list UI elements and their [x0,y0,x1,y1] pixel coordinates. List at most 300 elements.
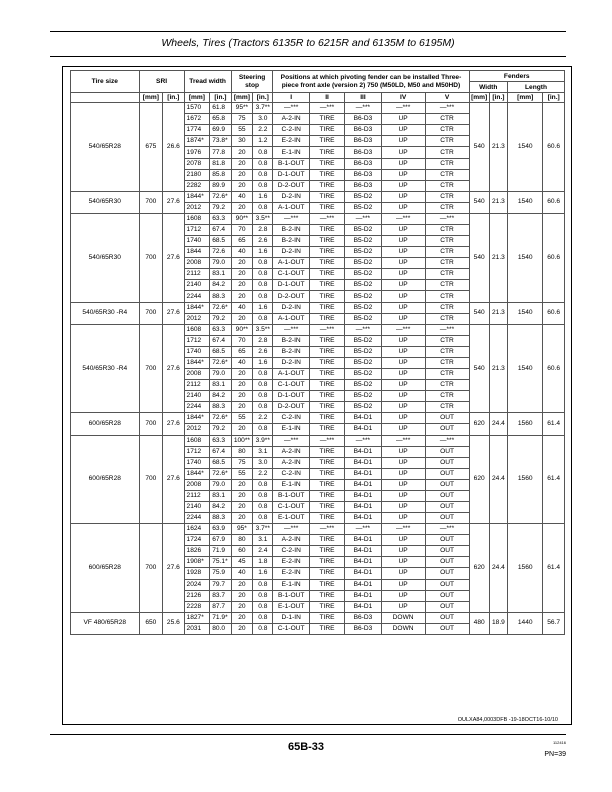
tire-size-cell: 540/65R30 [71,213,140,302]
position-i-cell: D-2-OUT [273,291,309,302]
fender-width-mm-cell: 540 [469,302,489,324]
position-ii-cell: TIRE [309,136,344,147]
tread-in-cell: 85.8 [210,169,231,180]
steering-mm-cell: 40 [231,191,252,202]
position-iii-cell: B5-D2 [345,313,381,324]
steering-in-cell: 2.4 [253,546,273,557]
steering-mm-cell: 40 [231,302,252,313]
position-iv-cell: UP [381,601,425,612]
position-iv-cell: UP [381,158,425,169]
tread-mm-cell: 1844* [184,302,210,313]
position-iii-cell: B5-D2 [345,357,381,368]
steering-mm-cell: 80 [231,446,252,457]
fender-width-in-cell: 18.9 [489,612,507,634]
fender-width-in-cell: 21.3 [489,302,507,324]
tread-mm-cell: 1844 [184,247,210,258]
header-top-rule [50,31,566,32]
position-iii-cell: —*** [345,524,381,535]
steering-mm-cell: 20 [231,402,252,413]
position-iii-cell: B4-D1 [345,557,381,568]
position-i-cell: D-1-IN [273,612,309,623]
unit-cell: [in.] [163,93,184,103]
fender-width-in-cell: 21.3 [489,191,507,213]
tread-in-cell: 72.6* [210,413,231,424]
tread-mm-cell: 2112 [184,380,210,391]
position-iii-cell: B6-D3 [345,623,381,634]
sri-mm-cell: 700 [139,302,163,324]
position-ii-cell: TIRE [309,546,344,557]
steering-mm-cell: 70 [231,225,252,236]
position-i-cell: C-1-OUT [273,501,309,512]
position-v-cell: CTR [425,247,469,258]
tread-in-cell: 81.8 [210,158,231,169]
position-v-cell: CTR [425,225,469,236]
position-v-cell: CTR [425,380,469,391]
position-i-cell: B-1-OUT [273,490,309,501]
unit-cell: [in.] [253,93,273,103]
steering-mm-cell: 75 [231,457,252,468]
position-i-cell: C-2-IN [273,125,309,136]
steering-in-cell: 0.8 [253,180,273,191]
steering-in-cell: 1.6 [253,247,273,258]
tread-mm-cell: 2024 [184,579,210,590]
position-i-cell: —*** [273,524,309,535]
tread-in-cell: 69.9 [210,125,231,136]
sri-in-cell: 27.6 [163,191,184,213]
tread-in-cell: 77.8 [210,147,231,158]
position-iv-cell: UP [381,291,425,302]
position-iii-cell: B4-D1 [345,468,381,479]
sri-in-cell: 27.6 [163,324,184,413]
position-iii-cell: B4-D1 [345,413,381,424]
steering-in-cell: 0.8 [253,169,273,180]
col-header-sri: SRI [139,71,184,93]
steering-mm-cell: 45 [231,557,252,568]
steering-in-cell: 0.8 [253,579,273,590]
position-iv-cell: DOWN [381,612,425,623]
position-iii-cell: B5-D2 [345,247,381,258]
position-iii-cell: B5-D2 [345,346,381,357]
position-v-cell: CTR [425,147,469,158]
tread-in-cell: 89.9 [210,180,231,191]
tread-mm-cell: 1774 [184,125,210,136]
steering-mm-cell: 20 [231,180,252,191]
tread-in-cell: 79.2 [210,313,231,324]
position-i-cell: B-2-IN [273,335,309,346]
tread-in-cell: 72.6* [210,302,231,313]
tread-mm-cell: 2112 [184,269,210,280]
position-i-cell: B-2-IN [273,225,309,236]
position-i-cell: A-2-IN [273,457,309,468]
table-row [71,324,565,335]
tread-in-cell: 67.9 [210,535,231,546]
table-row [71,191,565,202]
position-iii-cell: —*** [345,324,381,335]
position-ii-cell: TIRE [309,180,344,191]
tread-in-cell: 71.9* [210,612,231,623]
col-header-width: Width [469,82,508,93]
tread-mm-cell: 1826 [184,546,210,557]
tread-mm-cell: 2012 [184,424,210,435]
steering-mm-cell: 20 [231,513,252,524]
position-v-cell: CTR [425,291,469,302]
steering-mm-cell: 95** [231,103,252,114]
tread-in-cell: 83.1 [210,490,231,501]
position-v-cell: OUT [425,623,469,634]
tread-in-cell: 63.3 [210,324,231,335]
steering-mm-cell: 20 [231,479,252,490]
page-header-title: Wheels, Tires (Tractors 6135R to 6215R and 6135M to 6195M) [161,37,455,49]
position-v-cell: —*** [425,213,469,224]
steering-in-cell: 0.8 [253,590,273,601]
position-iv-cell: UP [381,590,425,601]
tread-mm-cell: 2140 [184,280,210,291]
position-iv-cell: UP [381,446,425,457]
position-iii-cell: B4-D1 [345,490,381,501]
position-iv-cell: UP [381,313,425,324]
position-iii-cell: —*** [345,103,381,114]
tire-size-cell: 600/65R28 [71,413,140,435]
position-iv-cell: UP [381,180,425,191]
steering-in-cell: 1.6 [253,191,273,202]
position-v-cell: CTR [425,191,469,202]
position-v-cell: CTR [425,335,469,346]
steering-in-cell: 0.8 [253,369,273,380]
sri-in-cell: 26.6 [163,103,184,192]
position-ii-cell: TIRE [309,269,344,280]
position-v-cell: —*** [425,324,469,335]
steering-in-cell: 2.8 [253,225,273,236]
tread-mm-cell: 2012 [184,202,210,213]
tread-in-cell: 65.8 [210,114,231,125]
tread-in-cell: 84.2 [210,391,231,402]
position-i-cell: B-2-IN [273,346,309,357]
steering-in-cell: 3.9** [253,435,273,446]
tread-mm-cell: 1928 [184,568,210,579]
tire-size-cell: 540/65R28 [71,103,140,192]
tread-in-cell: 63.3 [210,435,231,446]
fender-length-in-cell: 60.6 [543,191,565,213]
position-i-cell: —*** [273,103,309,114]
position-v-cell: CTR [425,313,469,324]
steering-in-cell: 0.8 [253,513,273,524]
tread-in-cell: 72.6* [210,191,231,202]
position-iv-cell: UP [381,280,425,291]
position-v-cell: CTR [425,202,469,213]
unit-cell: V [425,93,469,103]
tread-in-cell: 79.0 [210,258,231,269]
position-v-cell: CTR [425,369,469,380]
steering-mm-cell: 20 [231,269,252,280]
position-i-cell: D-2-IN [273,302,309,313]
position-ii-cell: —*** [309,324,344,335]
position-i-cell: A-2-IN [273,535,309,546]
position-i-cell: E-2-IN [273,557,309,568]
fender-length-mm-cell: 1440 [508,612,543,634]
fender-length-in-cell: 61.4 [543,524,565,613]
position-i-cell: —*** [273,213,309,224]
tread-in-cell: 63.9 [210,524,231,535]
tread-mm-cell: 1827* [184,612,210,623]
position-iv-cell: UP [381,202,425,213]
position-iii-cell: B4-D1 [345,579,381,590]
position-v-cell: OUT [425,424,469,435]
tread-mm-cell: 1740 [184,236,210,247]
sri-mm-cell: 650 [139,612,163,634]
position-ii-cell: TIRE [309,225,344,236]
tire-size-cell: 600/65R28 [71,435,140,524]
steering-mm-cell: 90** [231,213,252,224]
position-i-cell: C-2-IN [273,413,309,424]
position-i-cell: E-2-IN [273,568,309,579]
tread-mm-cell: 1608 [184,324,210,335]
pn-number: PN=39 [544,751,566,758]
fender-length-mm-cell: 1540 [508,213,543,302]
steering-mm-cell: 20 [231,291,252,302]
position-v-cell: CTR [425,402,469,413]
position-v-cell: —*** [425,103,469,114]
position-iii-cell: B5-D2 [345,191,381,202]
tread-mm-cell: 2244 [184,513,210,524]
fender-length-mm-cell: 1560 [508,435,543,524]
sri-mm-cell: 700 [139,213,163,302]
tire-size-cell: 540/65R30 -R4 [71,302,140,324]
steering-mm-cell: 20 [231,202,252,213]
steering-in-cell: 3.7** [253,103,273,114]
position-v-cell: OUT [425,413,469,424]
position-iv-cell: UP [381,125,425,136]
position-ii-cell: TIRE [309,612,344,623]
tread-in-cell: 84.2 [210,280,231,291]
tread-in-cell: 88.3 [210,513,231,524]
fender-width-mm-cell: 620 [469,435,489,524]
position-ii-cell: TIRE [309,236,344,247]
position-ii-cell: TIRE [309,402,344,413]
unit-cell: III [345,93,381,103]
position-iv-cell: UP [381,391,425,402]
position-iv-cell: UP [381,479,425,490]
position-iii-cell: B6-D3 [345,114,381,125]
page-number: 65B-33 [287,741,325,753]
tread-mm-cell: 2031 [184,623,210,634]
position-iii-cell: B4-D1 [345,513,381,524]
col-header-tire-size: Tire size [71,71,140,93]
tread-in-cell: 83.7 [210,590,231,601]
fender-length-mm-cell: 1540 [508,302,543,324]
sri-in-cell: 27.6 [163,524,184,613]
fender-length-in-cell: 60.6 [543,213,565,302]
position-i-cell: B-2-IN [273,236,309,247]
steering-mm-cell: 20 [231,501,252,512]
position-v-cell: CTR [425,269,469,280]
position-iv-cell: UP [381,535,425,546]
unit-cell: [mm] [231,93,252,103]
position-i-cell: E-1-OUT [273,513,309,524]
position-ii-cell: TIRE [309,369,344,380]
position-iv-cell: —*** [381,524,425,535]
position-iv-cell: —*** [381,103,425,114]
position-iv-cell: UP [381,501,425,512]
position-ii-cell: TIRE [309,291,344,302]
position-iii-cell: B5-D2 [345,402,381,413]
fender-length-in-cell: 56.7 [543,612,565,634]
position-v-cell: OUT [425,535,469,546]
steering-mm-cell: 90** [231,324,252,335]
position-iii-cell: B6-D3 [345,180,381,191]
table-body [71,103,565,635]
tread-in-cell: 79.2 [210,202,231,213]
steering-in-cell: 0.8 [253,291,273,302]
position-i-cell: D-2-OUT [273,180,309,191]
position-iv-cell: UP [381,335,425,346]
tread-mm-cell: 1570 [184,103,210,114]
unit-cell: [mm] [184,93,210,103]
position-ii-cell: —*** [309,213,344,224]
tread-mm-cell: 2140 [184,391,210,402]
position-iv-cell: UP [381,236,425,247]
tread-in-cell: 79.2 [210,424,231,435]
table-row [71,213,565,224]
position-ii-cell: —*** [309,435,344,446]
steering-in-cell: 3.1 [253,446,273,457]
position-i-cell: A-1-OUT [273,369,309,380]
tread-mm-cell: 2078 [184,158,210,169]
steering-mm-cell: 20 [231,380,252,391]
steering-mm-cell: 20 [231,258,252,269]
tread-in-cell: 83.1 [210,380,231,391]
position-v-cell: CTR [425,258,469,269]
position-v-cell: OUT [425,590,469,601]
position-iii-cell: B5-D2 [345,369,381,380]
steering-in-cell: 0.8 [253,612,273,623]
position-ii-cell: TIRE [309,357,344,368]
fender-width-mm-cell: 620 [469,413,489,435]
position-i-cell: D-1-OUT [273,391,309,402]
position-v-cell: OUT [425,501,469,512]
position-iii-cell: B4-D1 [345,568,381,579]
position-iii-cell: —*** [345,435,381,446]
position-i-cell: A-2-IN [273,114,309,125]
steering-in-cell: 2.6 [253,346,273,357]
unit-cell: [mm] [508,93,543,103]
position-iv-cell: UP [381,424,425,435]
unit-cell: [mm] [139,93,163,103]
units-row [71,93,565,103]
position-ii-cell: TIRE [309,557,344,568]
position-ii-cell: TIRE [309,313,344,324]
footer-small-code: 112416 [552,740,566,745]
tread-mm-cell: 2008 [184,479,210,490]
units-blank [71,93,140,103]
tread-mm-cell: 2008 [184,258,210,269]
position-iv-cell: UP [381,546,425,557]
fender-length-in-cell: 61.4 [543,435,565,524]
fender-width-mm-cell: 480 [469,612,489,634]
steering-in-cell: 0.8 [253,402,273,413]
tire-size-cell: 600/65R28 [71,524,140,613]
steering-in-cell: 0.8 [253,280,273,291]
tread-in-cell: 73.8* [210,136,231,147]
position-ii-cell: TIRE [309,147,344,158]
tread-in-cell: 68.5 [210,457,231,468]
tread-in-cell: 72.6 [210,247,231,258]
fender-width-in-cell: 21.3 [489,213,507,302]
steering-mm-cell: 75 [231,114,252,125]
position-i-cell: C-1-OUT [273,623,309,634]
tread-mm-cell: 1844* [184,468,210,479]
position-iii-cell: B4-D1 [345,501,381,512]
position-iii-cell: B5-D2 [345,391,381,402]
position-iv-cell: UP [381,402,425,413]
position-v-cell: OUT [425,446,469,457]
tread-mm-cell: 1874* [184,136,210,147]
position-iv-cell: UP [381,225,425,236]
position-iii-cell: B4-D1 [345,424,381,435]
tread-in-cell: 67.4 [210,335,231,346]
position-i-cell: E-1-IN [273,147,309,158]
col-header-positions: Positions at which pivoting fender can be installed Three-piece front axle (version 2) 750 (M50LD, M50 and M50HD) [273,71,469,93]
position-v-cell: CTR [425,136,469,147]
table-row [71,413,565,424]
position-v-cell: CTR [425,280,469,291]
position-iv-cell: UP [381,568,425,579]
steering-mm-cell: 55 [231,468,252,479]
position-ii-cell: TIRE [309,413,344,424]
tread-mm-cell: 2140 [184,501,210,512]
tread-mm-cell: 1740 [184,346,210,357]
tread-mm-cell: 1712 [184,335,210,346]
position-iii-cell: B6-D3 [345,136,381,147]
steering-mm-cell: 20 [231,280,252,291]
steering-in-cell: 1.6 [253,357,273,368]
position-v-cell: —*** [425,524,469,535]
steering-mm-cell: 20 [231,424,252,435]
col-header-tread-width: Tread width [184,71,231,93]
position-v-cell: CTR [425,391,469,402]
position-i-cell: E-1-OUT [273,601,309,612]
position-iii-cell: B5-D2 [345,269,381,280]
position-iii-cell: B4-D1 [345,535,381,546]
position-ii-cell: TIRE [309,479,344,490]
position-iv-cell: UP [381,169,425,180]
sri-mm-cell: 700 [139,324,163,413]
position-v-cell: —*** [425,435,469,446]
sri-in-cell: 27.6 [163,413,184,435]
position-i-cell: E-1-IN [273,479,309,490]
tread-mm-cell: 2244 [184,291,210,302]
sri-mm-cell: 700 [139,413,163,435]
steering-in-cell: 0.8 [253,391,273,402]
position-ii-cell: TIRE [309,490,344,501]
col-header-steering-stop: Steering stop [231,71,273,93]
sri-mm-cell: 700 [139,191,163,213]
position-iii-cell: B5-D2 [345,280,381,291]
position-iii-cell: B4-D1 [345,457,381,468]
fender-width-in-cell: 21.3 [489,324,507,413]
steering-in-cell: 3.0 [253,457,273,468]
steering-in-cell: 3.5** [253,213,273,224]
steering-mm-cell: 20 [231,369,252,380]
fender-width-in-cell: 24.4 [489,435,507,524]
position-i-cell: D-2-IN [273,247,309,258]
steering-in-cell: 0.8 [253,501,273,512]
tread-in-cell: 61.8 [210,103,231,114]
steering-mm-cell: 55 [231,125,252,136]
position-v-cell: OUT [425,468,469,479]
tread-in-cell: 79.7 [210,579,231,590]
steering-in-cell: 1.6 [253,568,273,579]
tire-size-cell: 540/65R30 -R4 [71,324,140,413]
